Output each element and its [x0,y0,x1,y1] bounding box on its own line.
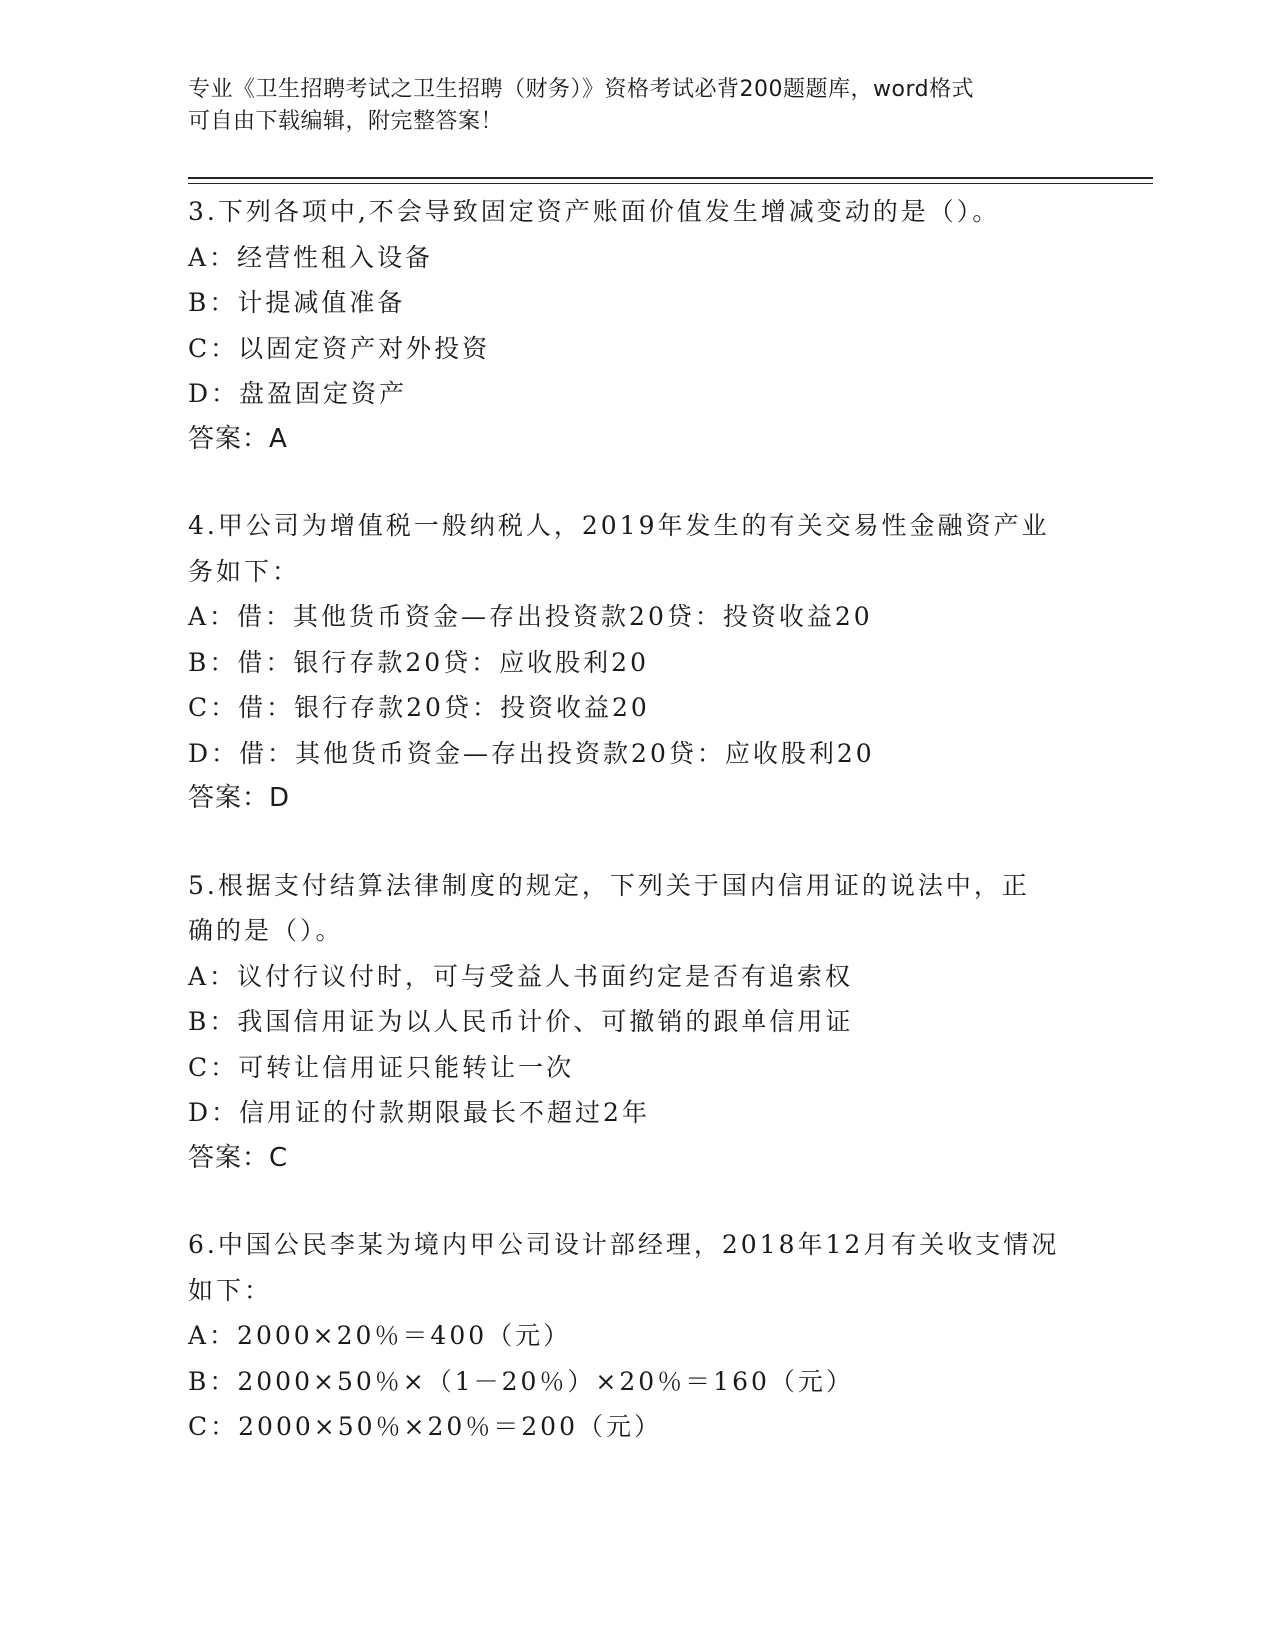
question-4 [188,503,1088,822]
option-d: D：借：其他货币资金—存出投资款20贷：应收股利20 [188,738,875,768]
option-b: B：2000×50％×（1－20％）×20％＝160（元） [188,1366,854,1396]
option-b: B：计提减值准备 [188,288,406,317]
option-a: A：借：其他货币资金—存出投资款20贷：投资收益20 [188,602,873,631]
option-b: B：借：银行存款20贷：应收股利20 [188,647,649,677]
document-header [188,74,1068,138]
question-3 [188,189,1088,462]
option-a: A：议付行议付时，可与受益人书面约定是否有追索权 [188,961,854,991]
answer-text: 答案：C [188,1142,289,1173]
option-a: A：2000×20％＝400（元） [188,1321,572,1350]
option-c: C：以固定资产对外投资 [188,333,491,363]
option-a: A：经营性租入设备 [188,242,434,272]
header-line-1: 专业《卫生招聘考试之卫生招聘（财务）》资格考试必背200题题库，word格式 [188,77,975,102]
header-line-2: 可自由下载编辑，附完整答案！ [188,109,504,134]
option-d: D：盘盈固定资产 [188,379,408,408]
question-stem-continued: 确的是（）。 [188,916,344,945]
answer-text: 答案：D [188,783,291,813]
question-stem-continued: 如下： [188,1275,273,1305]
header-rule-thin [188,183,1153,184]
question-5 [188,863,1088,1182]
option-b: B：我国信用证为以人民币计价、可撤销的跟单信用证 [188,1007,854,1036]
option-d: D：信用证的付款期限最长不超过2年 [188,1098,650,1127]
option-c: C：可转让信用证只能转让一次 [188,1052,575,1082]
question-stem: 5.根据支付结算法律制度的规定，下列关于国内信用证的说法中，正 [188,870,1030,900]
option-c: C：借：银行存款20贷：投资收益20 [188,693,650,722]
option-c: C：2000×50％×20％＝200（元） [188,1412,662,1441]
question-list [188,189,1088,1491]
question-stem: 4.甲公司为增值税一般纳税人，2019年发生的有关交易性金融资产业 [188,511,1050,540]
question-stem: 3.下列各项中,不会导致固定资产账面价值发生增减变动的是（）。 [188,197,1001,226]
answer-text: 答案：A [188,423,288,454]
question-stem-continued: 务如下： [188,556,301,586]
question-6 [188,1222,1088,1450]
question-stem: 6.中国公民李某为境内甲公司设计部经理，2018年12月有关收支情况 [188,1230,1060,1259]
header-rule-thick [188,177,1153,179]
